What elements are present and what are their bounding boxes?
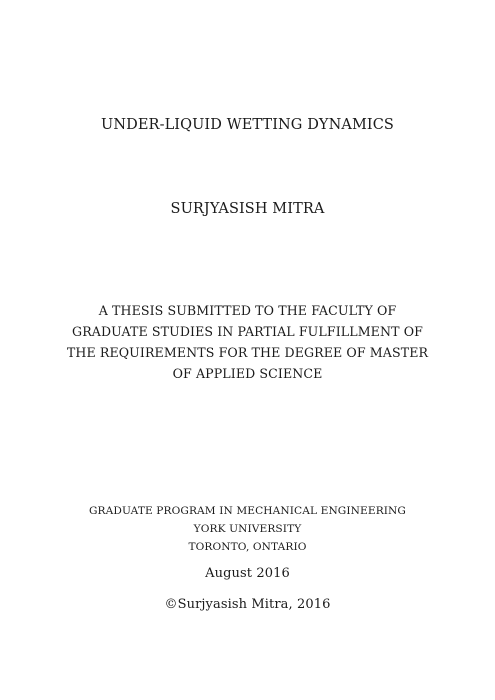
degree-statement-line: THE REQUIREMENTS FOR THE DEGREE OF MASTER [66, 345, 429, 360]
copyright-notice: ©Surjyasish Mitra, 2016 [164, 597, 331, 612]
thesis-title: UNDER-LIQUID WETTING DYNAMICS [101, 117, 394, 133]
graduate-program: GRADUATE PROGRAM IN MECHANICAL ENGINEERING [88, 505, 406, 517]
degree-statement-line: OF APPLIED SCIENCE [172, 366, 323, 381]
degree-statement-line: A THESIS SUBMITTED TO THE FACULTY OF [98, 303, 397, 318]
author-name: SURJYASISH MITRA [170, 201, 325, 217]
submission-date: August 2016 [205, 566, 290, 581]
university-location: TORONTO, ONTARIO [188, 541, 307, 553]
degree-statement-line: GRADUATE STUDIES IN PARTIAL FULFILLMENT OF [72, 324, 423, 339]
university-name: YORK UNIVERSITY [193, 523, 302, 535]
